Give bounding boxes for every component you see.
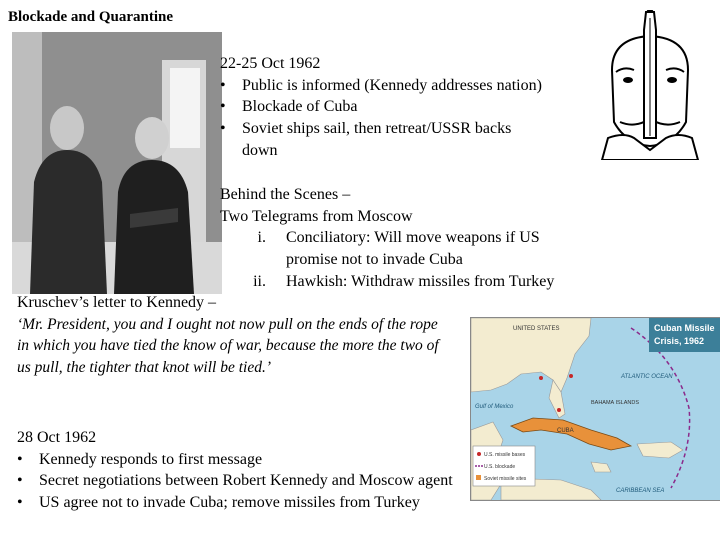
khrushchev-kennedy-cartoon	[594, 10, 706, 160]
list-text: Hawkish: Withdraw missiles from Turkey	[286, 272, 555, 290]
scenes-heading: Behind the Scenes –	[220, 186, 351, 203]
kennedy-brothers-photo	[12, 32, 222, 294]
telegram-list	[220, 227, 590, 292]
oct22-bullet-list	[220, 75, 590, 162]
map-label-us: UNITED STATES	[513, 326, 560, 332]
list-item	[220, 271, 562, 293]
scenes-subheading: Two Telegrams from Moscow	[220, 207, 413, 225]
map-label-caribbean: CARIBBEAN SEA	[616, 488, 665, 494]
oct22-section	[220, 53, 590, 162]
list-number: ii.	[253, 272, 266, 290]
map-legend-item: Soviet missile sites	[484, 476, 527, 482]
map-label-bahamas: BAHAMA ISLANDS	[591, 400, 639, 406]
oct28-bullet-list	[17, 449, 472, 514]
list-item: • Kennedy responds to first message	[17, 449, 472, 471]
list-item: • Public is informed (Kennedy addresses nation)	[220, 75, 590, 97]
map-title-line2: Crisis, 1962	[654, 336, 705, 346]
list-item: • US agree not to invade Cuba; remove missiles from Turkey	[17, 492, 472, 514]
list-item: • Soviet ships sail, then retreat/USSR backs down	[220, 118, 547, 161]
letter-section	[17, 292, 442, 378]
oct22-heading: 22-25 Oct 1962	[220, 55, 321, 72]
letter-quote: ‘Mr. President, you and I ought not now pull on the ends of the rope in which you have tied the know of war, because the more the two of us pull, the tighter that knot will be tied.’	[17, 315, 439, 376]
map-label-cuba: CUBA	[557, 428, 574, 434]
map-label-gulf: Gulf of Mexico	[475, 404, 514, 410]
list-text: Conciliatory: Will move weapons if US promise not to invade Cuba	[286, 229, 540, 269]
slide-title: Blockade and Quarantine	[8, 9, 174, 25]
list-item	[220, 227, 582, 270]
oct28-heading: 28 Oct 1962	[17, 429, 97, 446]
list-item: • Blockade of Cuba	[220, 96, 590, 118]
oct28-section	[17, 427, 472, 514]
list-item: • Secret negotiations between Robert Kennedy and Moscow agent	[17, 470, 467, 492]
list-number: i.	[257, 229, 266, 247]
cuban-missile-crisis-map	[470, 317, 720, 501]
map-legend-item: U.S. missile bases	[484, 452, 526, 458]
map-legend-item: U.S. blockade	[484, 464, 516, 470]
letter-heading: Kruschev’s letter to Kennedy –	[17, 294, 217, 311]
map-title-line1: Cuban Missile	[654, 323, 715, 333]
scenes-section	[220, 184, 590, 293]
map-label-atlantic: ATLANTIC OCEAN	[621, 374, 673, 380]
